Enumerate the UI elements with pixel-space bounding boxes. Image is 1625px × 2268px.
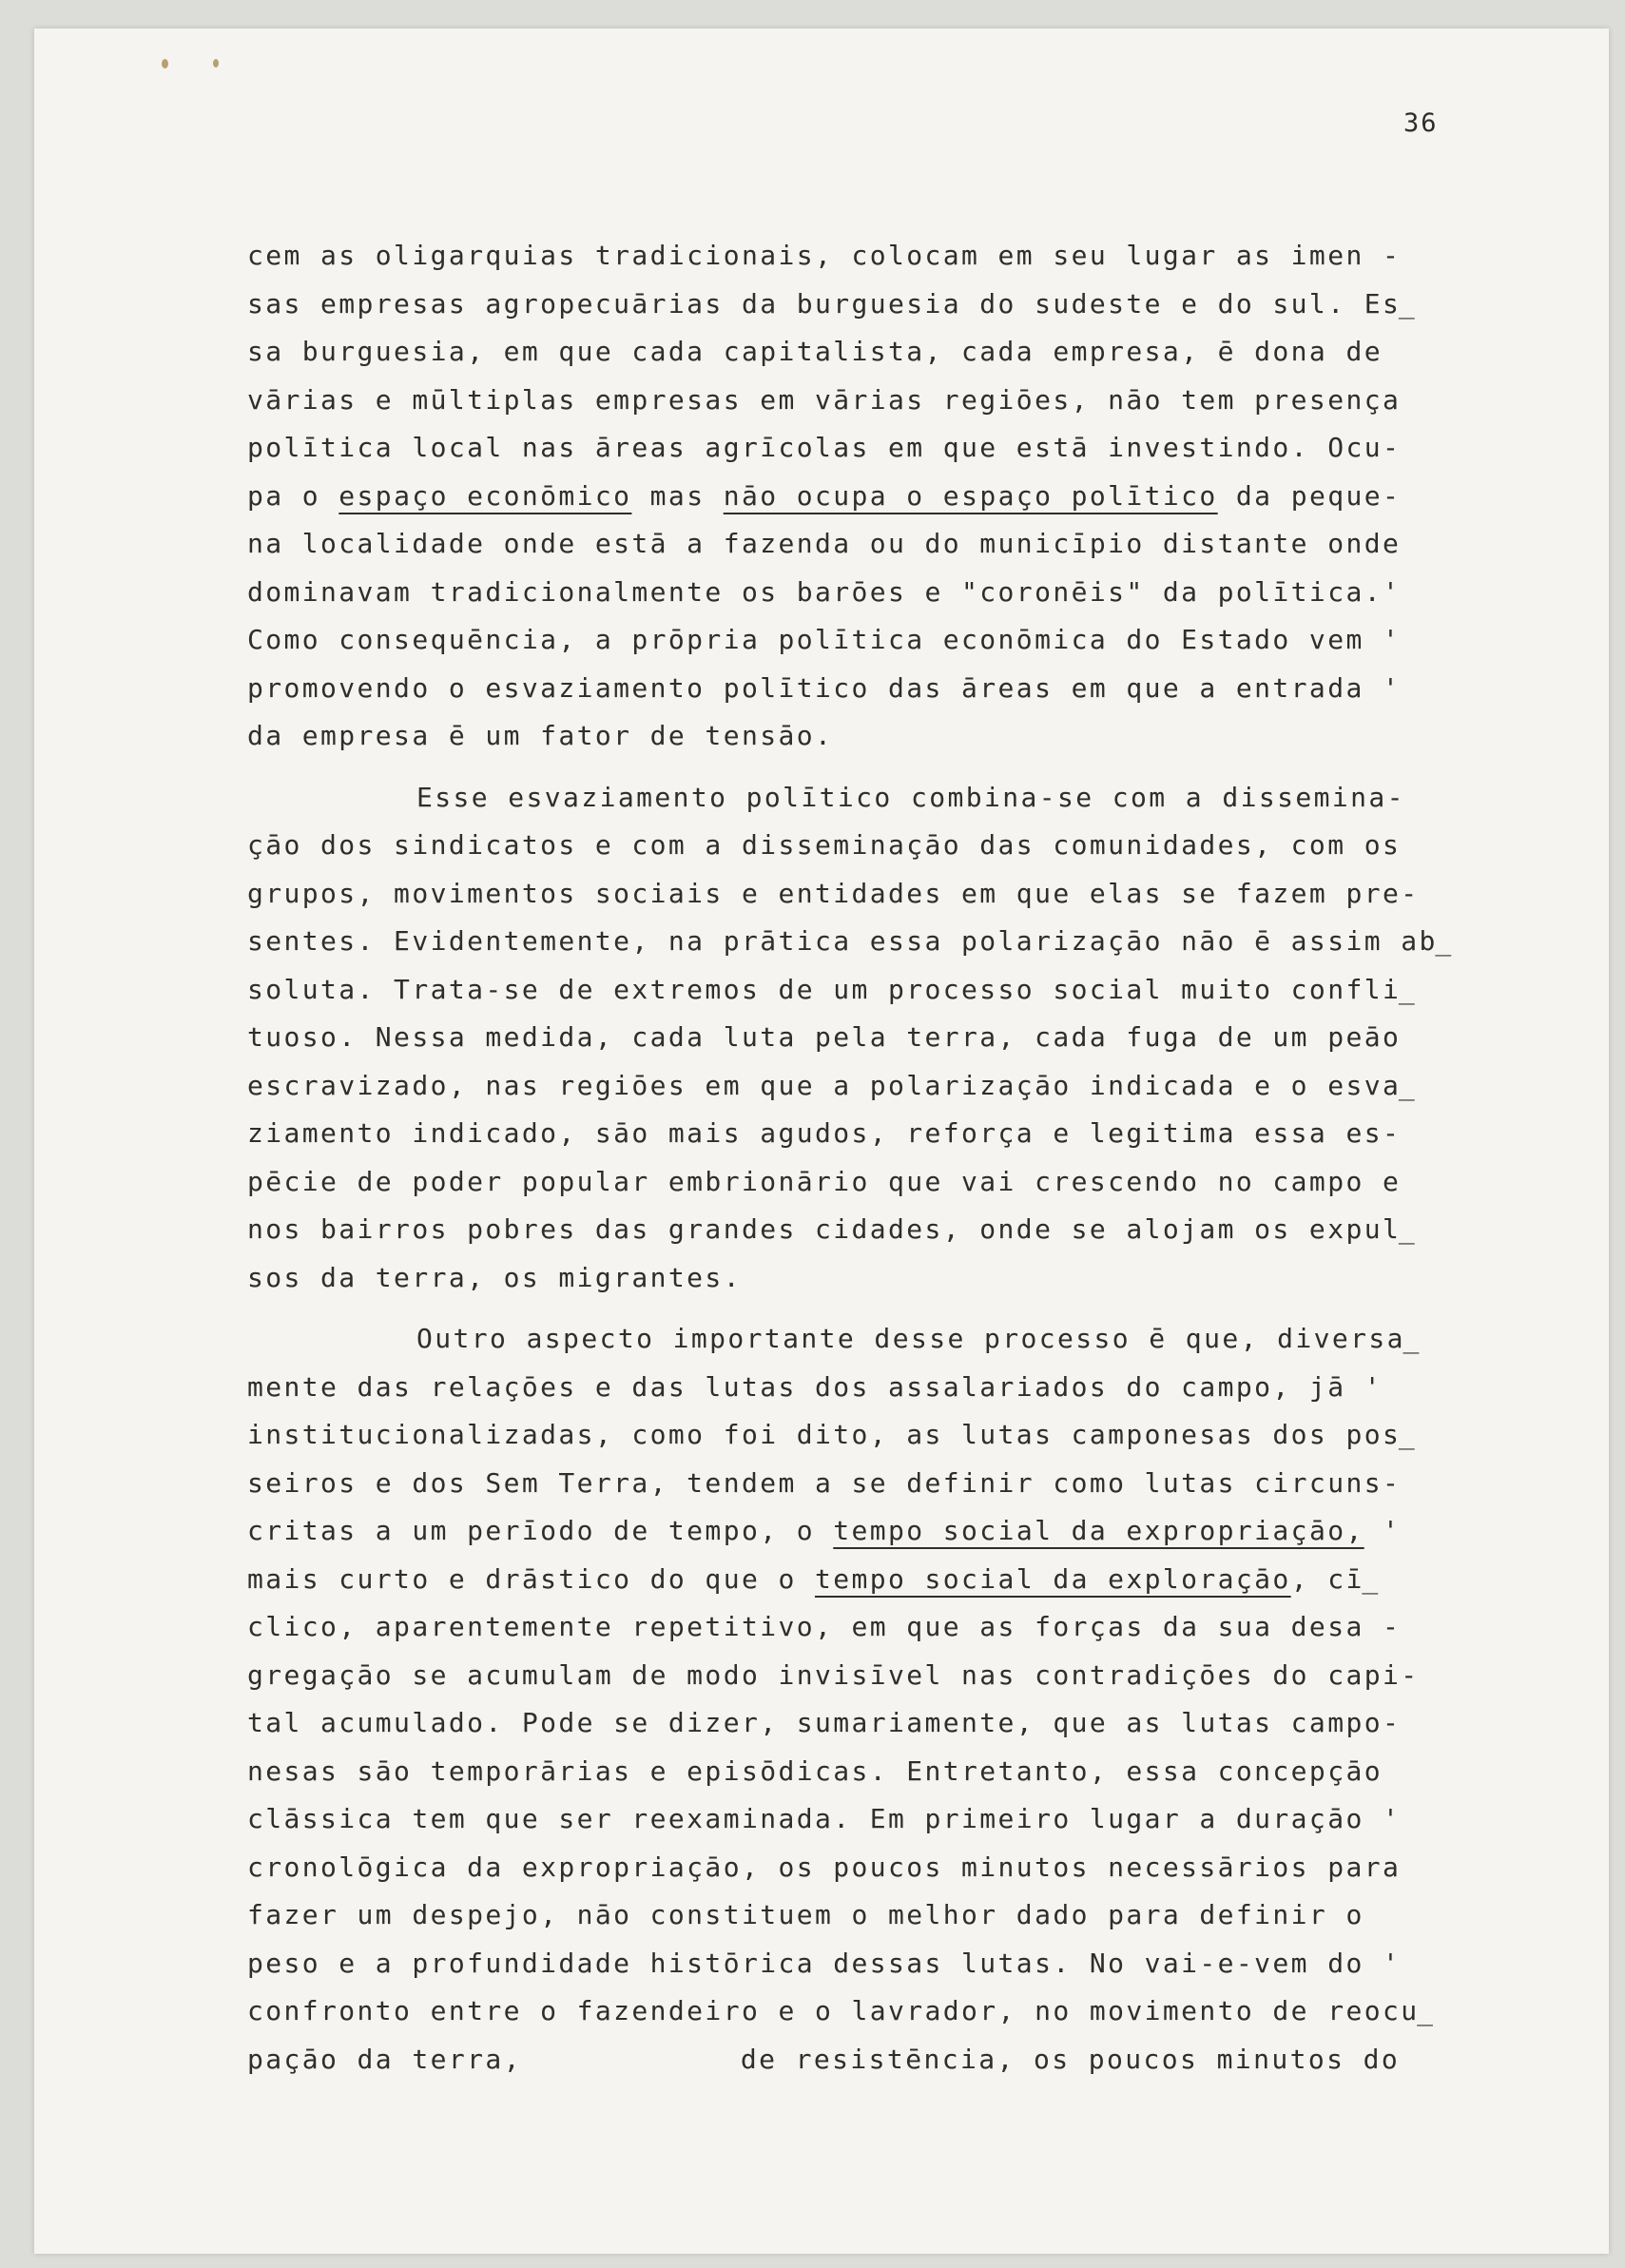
text-line	[247, 1940, 1447, 1988]
text-segment: soluta. Trata-se de extremos de um processo social muito confli̲	[247, 973, 1418, 1005]
paragraph-gap	[247, 761, 1447, 774]
page-number: 36	[1403, 108, 1439, 138]
text-segment: Como consequēncia, a prōpria polītica econōmica do Estado vem '	[247, 624, 1402, 655]
text-segment: da empresa ē um fator de tensāo.	[247, 720, 834, 751]
text-line	[247, 281, 1447, 329]
text-segment: mais curto e drāstico do que o	[247, 1562, 815, 1595]
underlined-phrase: nāo ocupa o espaço polītico	[723, 479, 1218, 512]
text-line	[247, 1014, 1447, 1062]
text-line	[247, 616, 1447, 665]
text-line	[247, 2036, 1447, 2084]
text-line	[247, 1254, 1447, 1303]
text-segment: sas empresas agropecuārias da burguesia do sudeste e do sul. Es̲	[247, 287, 1418, 320]
paragraph	[247, 232, 1447, 761]
text-line	[247, 1987, 1447, 2036]
text-line	[247, 1652, 1447, 1700]
text-segment: clico, aparentemente repetitivo, em que as forças da sua desa -	[247, 1611, 1402, 1642]
text-line	[247, 569, 1447, 617]
text-line	[247, 1748, 1447, 1796]
text-line	[247, 1460, 1447, 1508]
text-line	[247, 822, 1447, 870]
text-segment: seiros e dos Sem Terra, tendem a se definir como lutas circuns-	[247, 1466, 1402, 1499]
text-segment: cem as oligarquias tradicionais, colocam em seu lugar as imen -	[247, 240, 1402, 271]
text-segment: institucionalizadas, como foi dito, as lutas camponesas dos pos̲	[247, 1419, 1418, 1450]
text-segment: sentes. Evidentemente, na prātica essa polarizaçāo nāo ē assim ab̲	[247, 925, 1454, 957]
text-segment: dominavam tradicionalmente os barōes e "coronēis" da polītica.'	[247, 575, 1402, 608]
text-segment: gregaçāo se acumulam de modo invisīvel nas contradiçōes do capi-	[247, 1658, 1420, 1691]
text-segment: grupos, movimentos sociais e entidades em que elas se fazem pre-	[247, 877, 1420, 909]
text-segment: na localidade onde estā a fazenda ou do municīpio distante onde	[247, 528, 1402, 559]
text-line	[247, 1062, 1447, 1111]
underlined-phrase: espaço econōmico	[339, 479, 632, 512]
text-line	[247, 966, 1447, 1015]
text-line	[247, 520, 1447, 569]
underlined-phrase: tempo social da exploraçāo	[814, 1562, 1291, 1595]
text-segment: pēcie de poder popular embrionārio que vai crescendo no campo e	[247, 1165, 1402, 1197]
text-segment: promovendo o esvaziamento polītico das āreas em que a entrada '	[247, 671, 1402, 704]
text-line	[247, 918, 1454, 966]
underlined-phrase: tempo social da expropriaçāo,	[833, 1515, 1364, 1546]
text-segment: fazer um despejo, nāo constituem o melhor dado para definir o	[247, 1899, 1364, 1930]
text-segment: , cī̲	[1290, 1562, 1381, 1595]
text-line	[247, 1507, 1447, 1556]
text-segment: vārias e mūltiplas empresas em vārias regiōes, nāo tem presença	[247, 383, 1402, 416]
text-line	[247, 1110, 1447, 1158]
text-line	[247, 377, 1447, 425]
text-segment: nos bairros pobres das grandes cidades, onde se alojam os expul̲	[247, 1213, 1418, 1245]
text-line	[247, 1795, 1447, 1844]
text-segment: tuoso. Nessa medida, cada luta pela terra, cada fuga de um peāo	[247, 1021, 1402, 1053]
text-line	[247, 473, 1447, 521]
text-segment: escravizado, nas regiōes em que a polarizaçāo indicada e o esva̲	[247, 1069, 1418, 1101]
text-segment: polītica local nas āreas agrīcolas em que estā investindo. Ocu-	[247, 432, 1402, 463]
text-line	[247, 328, 1447, 377]
text-line	[247, 1315, 1447, 1364]
text-line	[247, 1603, 1447, 1652]
text-line	[247, 1206, 1447, 1254]
text-line	[247, 1699, 1447, 1748]
text-segment: nesas sāo temporārias e episōdicas. Entretanto, essa concepçāo	[247, 1754, 1383, 1787]
stain-mark	[213, 59, 219, 68]
text-segment: ziamento indicado, sāo mais agudos, reforça e legitima essa es-	[247, 1117, 1402, 1149]
text-segment: de resistēncia, os poucos minutos do	[740, 2043, 1401, 2075]
paragraph-gap	[247, 1302, 1447, 1315]
text-line	[247, 870, 1447, 919]
text-segment: '	[1364, 1515, 1402, 1546]
text-line	[247, 1158, 1447, 1207]
text-segment: cronolōgica da expropriaçāo, os poucos minutos necessārios para	[247, 1851, 1402, 1883]
text-line	[247, 1891, 1447, 1940]
text-segment: da peque-	[1217, 479, 1402, 512]
text-line	[247, 232, 1447, 281]
stain-mark	[162, 59, 168, 68]
text-segment: pa o	[247, 479, 339, 512]
text-segment: clāssica tem que ser reexaminada. Em primeiro lugar a duraçāo '	[247, 1803, 1402, 1834]
text-line	[247, 665, 1447, 713]
text-line	[247, 1364, 1447, 1412]
text-segment: sa burguesia, em que cada capitalista, cada empresa, ē dona de	[247, 336, 1383, 367]
text-segment: sos da terra, os migrantes.	[247, 1261, 742, 1293]
document-body	[247, 232, 1454, 2084]
text-line	[247, 1556, 1447, 1604]
paragraph	[247, 774, 1454, 1303]
text-segment: tal acumulado. Pode se dizer, sumariamente, que as lutas campo-	[247, 1707, 1402, 1738]
text-segment: çāo dos sindicatos e com a disseminaçāo das comunidades, com os	[247, 829, 1402, 861]
text-line	[247, 1411, 1447, 1460]
text-line	[247, 424, 1447, 473]
text-segment: Esse esvaziamento polītico combina-se com a dissemina-	[416, 781, 1405, 813]
text-segment: critas a um perīodo de tempo, o	[247, 1515, 834, 1546]
text-segment: paçāo da terra,	[247, 2043, 522, 2075]
text-line	[247, 1844, 1447, 1892]
paragraph	[247, 1315, 1447, 2084]
text-segment: mente das relaçōes e das lutas dos assalariados do campo, jā '	[247, 1370, 1383, 1403]
text-segment: peso e a profundidade histōrica dessas lutas. No vai-e-vem do '	[247, 1947, 1402, 1979]
text-segment: mas	[631, 479, 724, 512]
text-segment: Outro aspecto importante desse processo ē que, diversa̲	[416, 1323, 1422, 1354]
text-segment: confronto entre o fazendeiro e o lavrador, no movimento de reocu̲	[247, 1995, 1436, 2026]
text-line	[247, 774, 1447, 823]
text-line	[247, 712, 1447, 761]
